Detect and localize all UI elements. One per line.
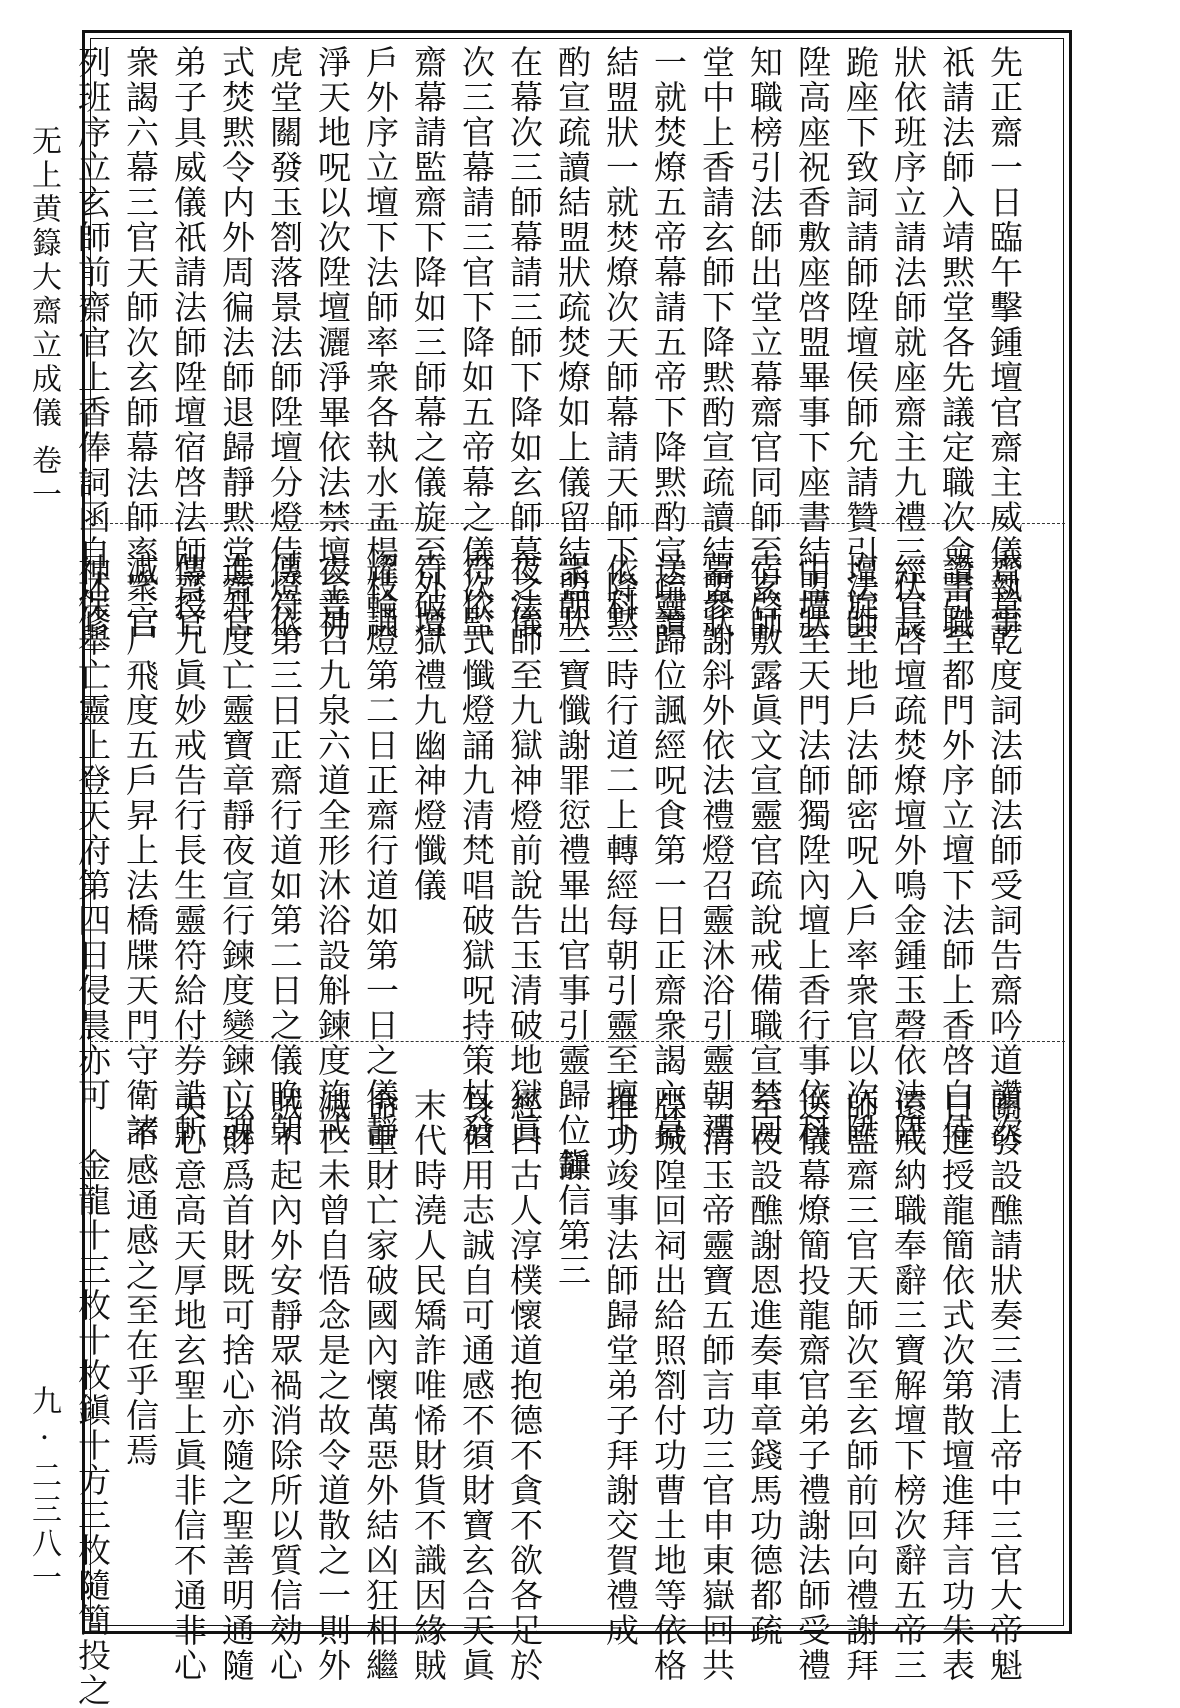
margin-title: 无上黄籙大齋立成儀 卷一	[26, 125, 61, 513]
text-line: 宿啓敷露眞文宣靈官疏說戒備職宣禁回	[745, 553, 784, 1148]
text-line: 依科三時行道二上轉經每朝引靈至壇下	[601, 553, 640, 1148]
text-line: 傳授九眞妙戒告行長生靈符給付券誥斬	[169, 553, 208, 1148]
text-line: 幕參謝斜外依法禮燈召靈沐浴引靈朝禮	[697, 553, 736, 1148]
text-line: 日進授龍簡依式次第散壇進拜言功朱表	[937, 1088, 976, 1683]
text-line: 夜法師至九獄神燈前說告玉清破地獄眞	[505, 553, 544, 1148]
text-line: 讚引至都門外序立壇下法師上香啓白侍	[937, 553, 976, 1148]
text-line: 關發設醮請狀奏三清上帝中三官大帝魁	[985, 1088, 1024, 1683]
text-line: 堂中上香請玄師下降黙酌宣疏讀結盟狀	[697, 45, 736, 640]
text-line: 列班序立玄師前齋官上香俸詞函自述修	[73, 45, 112, 640]
text-line: 推功竣事法師歸堂弟子拜謝交賀禮成	[601, 1088, 640, 1648]
text-line: 在幕次三師幕請三師下降如玄師幕之儀	[505, 45, 544, 640]
section-heading: 鎭信第三	[553, 1148, 592, 1288]
text-line: 傳符第三日正齋行道如第二日之儀晚朝	[265, 553, 304, 1148]
text-line: 金龍十三枚十枚鎭十方三枚隨簡投之	[73, 1148, 112, 1708]
text-line: 齋幕請監齋下降如三師幕之儀旋至外壇	[409, 45, 448, 640]
text-line: 師監齋三官天師次至玄師前回向禮謝拜	[841, 1088, 880, 1683]
text-line: 夫心意高天厚地玄聖上眞非信不通非心	[169, 1088, 208, 1683]
text-line: 賊不起內外安靜眾禍消除所以質信効心	[265, 1088, 304, 1683]
text-line: 三清玉帝靈寶五師言功三官申東嶽回共	[697, 1088, 736, 1683]
text-line: 齋意乾度詞法師法師受詞告齋吟道讚次	[985, 553, 1024, 1148]
text-line: 狀依班序立請法師就座齋主九禮三伏長	[889, 45, 928, 640]
text-line: 身但用志誠自可通感不須財寶玄合天眞	[457, 1088, 496, 1683]
text-line: 戶外序立壇下法師率衆各執水盂楊枝誦	[361, 45, 400, 640]
text-line: 式焚黙令内外周徧法師退歸靜黙堂齋官	[217, 45, 256, 640]
text-line: 不感通感之至在乎信焉	[121, 1118, 160, 1468]
text-line: 末代時澆人民矯詐唯悕財貨不識因緣賊	[409, 1088, 448, 1683]
text-line: 次三官幕請三官下降如五帝幕之儀次監	[457, 45, 496, 640]
text-line: 滅亡未曾自悟念是之故令道散之一則外	[313, 1088, 352, 1683]
text-section-middle	[73, 553, 1028, 1183]
text-line: 虎堂關發玉劄落景法師陞壇分燈侍燈依	[265, 45, 304, 640]
text-line: 結盟狀一就焚燎次天師幕請天師下降黙	[601, 45, 640, 640]
text-line: 壇旋至地戶法師密呪入戶率衆官以次陞	[841, 553, 880, 1148]
text-line: 神保舉亡靈上登天府第四日侵晨亦可	[73, 553, 112, 1113]
text-line: 夜普召九泉六道全形沐浴設斛鍊度施戒	[313, 553, 352, 1148]
text-section-lower	[73, 1088, 1028, 1708]
text-section-upper	[73, 45, 1028, 640]
text-line: 耀輪燈第二日正齋行道如第一日之儀靜	[361, 553, 400, 1148]
text-line: 知職榜引法師出堂立幕齋官同師至玄師	[745, 45, 784, 640]
text-line: 衆謁六幕三官天師次玄師幕法師率衆官	[121, 45, 160, 640]
text-line: 送儀幕燎簡投龍齋官弟子禮謝法師受禮	[793, 1088, 832, 1683]
text-line: 經宣啓壇疏焚燎壇外鳴金鍾玉磬依法陞	[889, 553, 928, 1148]
text-line: 跪座下致詞請師陞壇侯師允請贊引法師	[841, 45, 880, 640]
text-line: 酌宣疏讀結盟狀疏焚燎如上儀留結盟狀	[553, 45, 592, 640]
text-line: 衆朝三寶懺謝罪愆禮畢出官事引靈歸位靜	[553, 553, 592, 1183]
text-line: 陞高座祝香敷座啓盟畢事下座書結盟狀	[793, 45, 832, 640]
text-line: 牒城隍回祠出給照劄付功曹土地等依格	[649, 1088, 688, 1683]
text-line: 送靈歸位諷經呪食第一日正齋衆謁六幕	[649, 553, 688, 1148]
text-line: 符破獄禮九幽神燈懺儀	[409, 553, 448, 903]
text-line: 進升度亡靈寶章靜夜宣行鍊度變鍊亡魂	[217, 553, 256, 1148]
margin-page-number: 九 · 二三八一	[26, 1385, 61, 1596]
text-line: 弟子具威儀祇請法師陞壇宿啓法師齋官	[169, 45, 208, 640]
text-line: 命重財亡家破國內懷萬惡外結凶狂相繼	[361, 1088, 400, 1683]
text-line: 一就焚燎五帝幕請五帝下降黙酌宣疏讀	[649, 45, 688, 640]
text-line: 中壇至天門法師獨陞內壇上香行事依科	[793, 553, 832, 1148]
text-line: 以財爲首財既可捨心亦隨之聖善明通隨	[217, 1088, 256, 1683]
text-line: 祇請法師入靖黙堂各先議定職次僉書職	[937, 45, 976, 640]
text-line: 符依式懺燈誦九清梵唱破獄呪持策杖發	[457, 553, 496, 1148]
text-line: 淨天地呪以次陞壇灑淨畢依法禁壇至神	[313, 45, 352, 640]
text-line: 經曰古人淳樸懷道抱德不貪不欲各足於	[505, 1088, 544, 1683]
text-line: 至夜設醮謝恩進奏車章錢馬功德都疏	[745, 1088, 784, 1648]
text-line: 還戒納職奉辭三寶解壇下榜次辭五帝三	[889, 1088, 928, 1683]
text-line: 滅三尸飛度五戶昇上法橋牒天門守衛諸	[121, 553, 160, 1148]
text-line: 先正齋一日臨午擊鍾壇官齋主威儀執事	[985, 45, 1024, 640]
